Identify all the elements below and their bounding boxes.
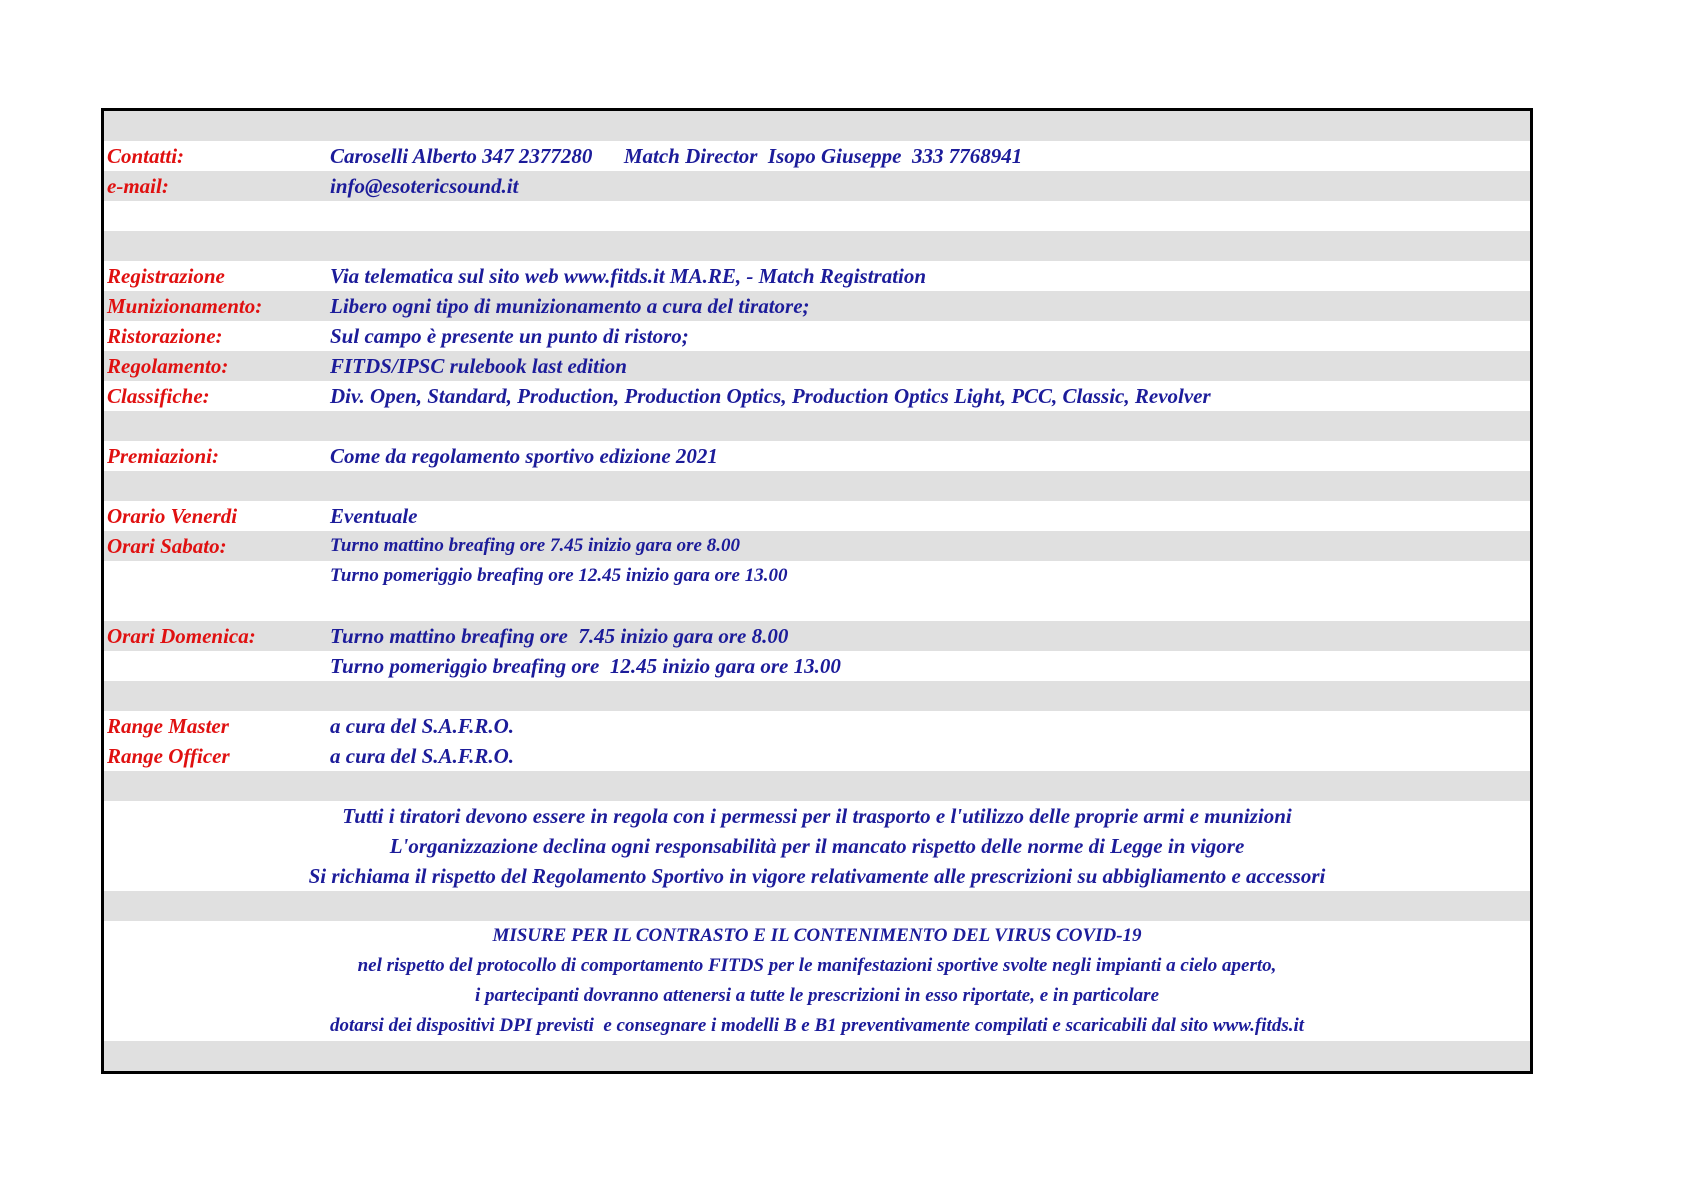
munizionamento-value: Libero ogni tipo di munizionamento a cura del tiratore; — [330, 293, 810, 318]
venerdi-label: Orario Venerdi — [107, 503, 238, 528]
covid-title: MISURE PER IL CONTRASTO E IL CONTENIMENTO DEL VIRUS COVID-19 — [492, 925, 1142, 946]
contatti-value: Caroselli Alberto 347 2377280 Match Director Isopo Giuseppe 333 7768941 — [330, 143, 1023, 168]
registrazione-row — [104, 261, 1530, 291]
registrazione-label: Registrazione — [107, 263, 225, 288]
classifiche-row — [104, 381, 1530, 411]
note-line: Si richiama il rispetto del Regolamento Sportivo in vigore relativamente alle prescrizioni su abbigliamento e accessori — [308, 863, 1326, 888]
sabato-row — [104, 531, 1530, 561]
domenica-pomeriggio-value: Turno pomeriggio breafing ore 12.45 inizio gara ore 13.00 — [330, 653, 841, 678]
contatti-label: Contatti: — [107, 143, 185, 168]
ristorazione-value: Sul campo è presente un punto di ristoro; — [330, 323, 689, 348]
registrazione-value: Via telematica sul sito web www.fitds.it MA.RE, - Match Registration — [330, 263, 927, 288]
note-line: L'organizzazione declina ogni responsabilità per il mancato rispetto delle norme di Legge in vigore — [389, 833, 1245, 858]
note-row — [104, 801, 1530, 831]
stripe-row — [104, 1041, 1530, 1071]
domenica-label: Orari Domenica: — [107, 623, 256, 648]
regolamento-value: FITDS/IPSC rulebook last edition — [330, 353, 627, 378]
regolamento-label: Regolamento: — [107, 353, 229, 378]
regolamento-row — [104, 351, 1530, 381]
covid-row — [104, 951, 1530, 981]
stripe-row — [104, 681, 1530, 711]
domenica-mattino-value: Turno mattino breafing ore 7.45 inizio gara ore 8.00 — [330, 623, 789, 648]
note-line: Tutti i tiratori devono essere in regola con i permessi per il trasporto e l'utilizzo delle proprie armi e munizioni — [342, 803, 1292, 828]
range-master-value: a cura del S.A.F.R.O. — [330, 713, 514, 738]
ristorazione-row — [104, 321, 1530, 351]
email-value[interactable]: info@esotericsound.it — [330, 173, 519, 198]
sabato-pomeriggio-value: Turno pomeriggio breafing ore 12.45 inizio gara ore 13.00 — [330, 565, 788, 586]
note-row — [104, 831, 1530, 861]
stripe-row — [104, 471, 1530, 501]
covid-line: i partecipanti dovranno attenersi a tutte le prescrizioni in esso riportate, e in particolare — [474, 985, 1160, 1006]
sabato-label: Orari Sabato: — [107, 533, 227, 558]
stripe-row — [104, 111, 1530, 141]
email-label: e-mail: — [107, 173, 169, 198]
email-row — [104, 171, 1530, 201]
stripe-row — [104, 231, 1530, 261]
classifiche-label: Classifiche: — [107, 383, 210, 408]
covid-row — [104, 1011, 1530, 1041]
sabato-mattino-value: Turno mattino breafing ore 7.45 inizio gara ore 8.00 — [330, 535, 740, 556]
note-row — [104, 861, 1530, 891]
munizionamento-label: Munizionamento: — [107, 293, 263, 318]
domenica-pomeriggio-row — [104, 651, 1530, 681]
classifiche-value: Div. Open, Standard, Production, Production Optics, Production Optics Light, PCC, Classic, Revolver — [330, 383, 1211, 408]
range-master-label: Range Master — [107, 713, 229, 738]
munizionamento-row — [104, 291, 1530, 321]
ristorazione-label: Ristorazione: — [107, 323, 223, 348]
info-rows — [104, 111, 1530, 1071]
blank-row — [104, 201, 1530, 231]
stripe-row — [104, 891, 1530, 921]
blank-row — [104, 591, 1530, 621]
premiazioni-value: Come da regolamento sportivo edizione 2021 — [330, 443, 718, 468]
range-officer-row — [104, 741, 1530, 771]
contatti-row — [104, 141, 1530, 171]
covid-line: nel rispetto del protocollo di comportamento FITDS per le manifestazioni sportive svolte negli impianti a cielo aperto, — [357, 955, 1277, 976]
covid-line: dotarsi dei dispositivi DPI previsti e consegnare i modelli B e B1 preventivamente compilati e scaricabili dal sito www.fitds.it — [329, 1015, 1305, 1036]
covid-row — [104, 921, 1530, 951]
stripe-row — [104, 771, 1530, 801]
venerdi-row — [104, 501, 1530, 531]
range-master-row — [104, 711, 1530, 741]
domenica-row — [104, 621, 1530, 651]
info-sheet — [101, 108, 1533, 1074]
premiazioni-label: Premiazioni: — [107, 443, 220, 468]
venerdi-value: Eventuale — [330, 503, 418, 528]
range-officer-value: a cura del S.A.F.R.O. — [330, 743, 514, 768]
range-officer-label: Range Officer — [107, 743, 230, 768]
covid-row — [104, 981, 1530, 1011]
premiazioni-row — [104, 441, 1530, 471]
stripe-row — [104, 411, 1530, 441]
sabato-pomeriggio-row — [104, 561, 1530, 591]
